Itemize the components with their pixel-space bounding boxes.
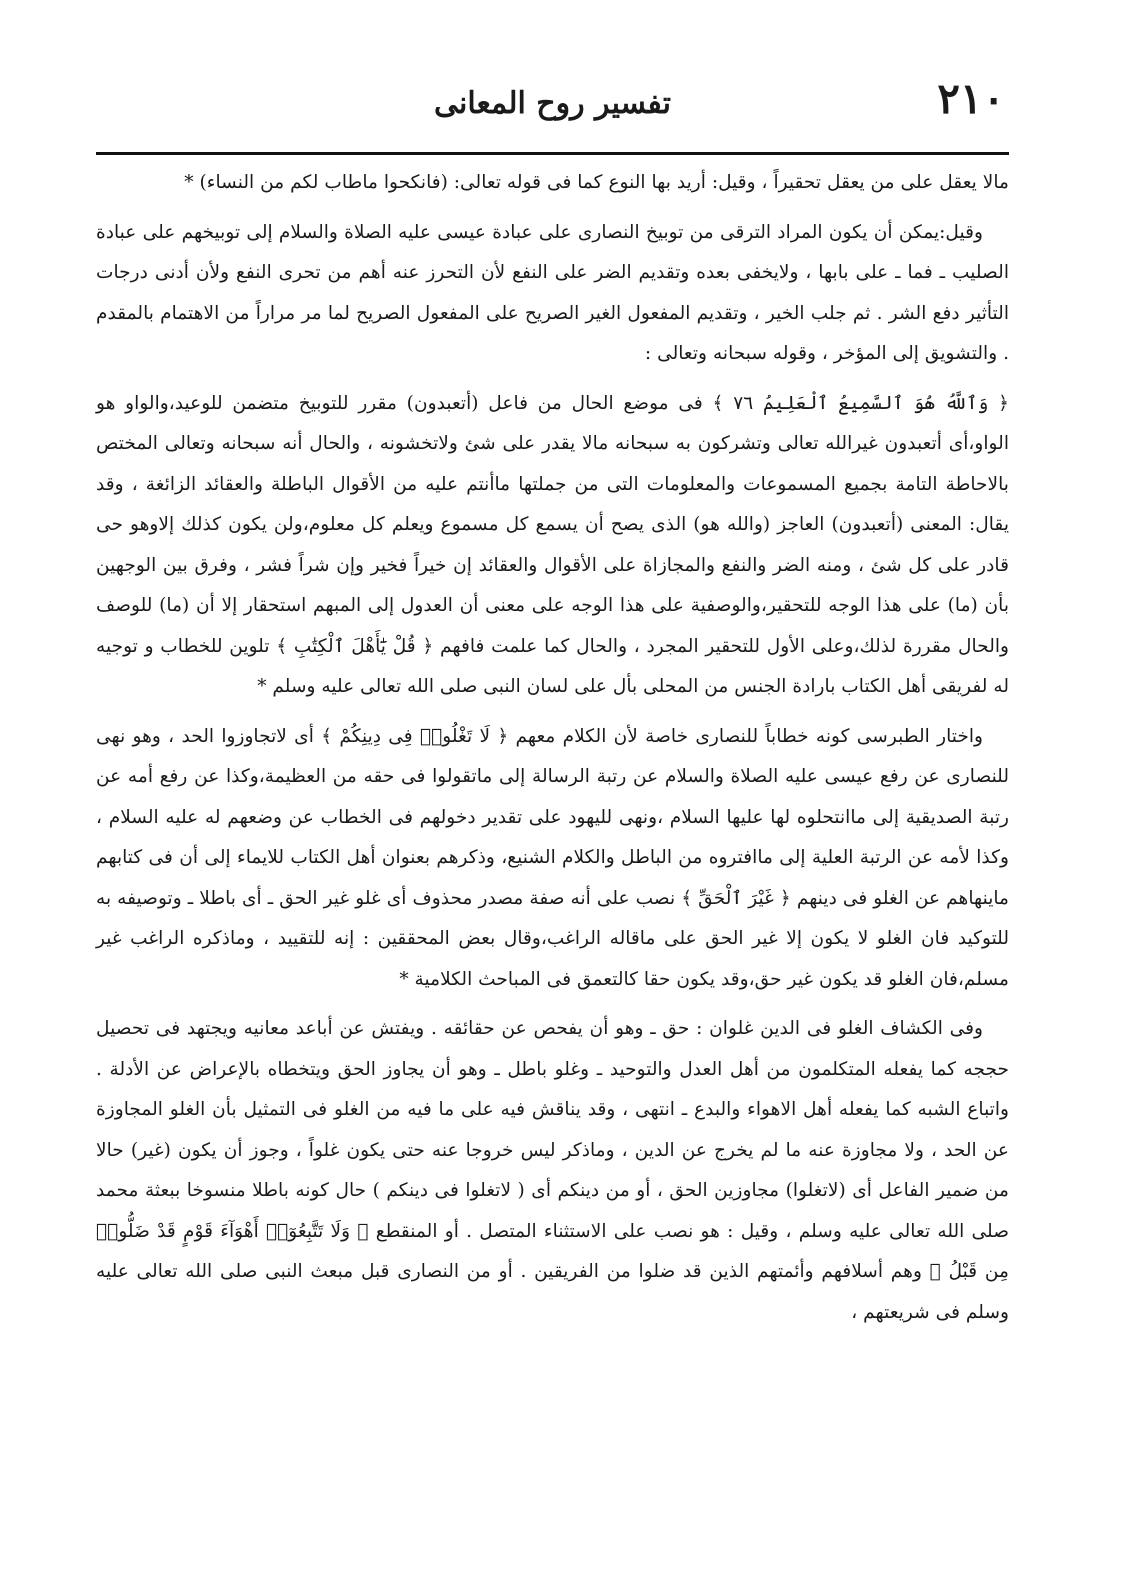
- running-title: تفسير روح المعانى: [434, 86, 671, 121]
- page-body: [96, 163, 1009, 1333]
- paragraph: ﴿ وَٱللَّهُ هُوَ ٱلسَّمِيعُ ٱلْعَلِيمُ ٧٦ ﴾ فى موضع الحال من فاعل (أتعبدون) مقرر للتوبيخ متضمن للوعيد،والواو هو الواو،أى أتعبدون غيرالله تعالى وتشركون به سبحانه مالا يقدر على شئ ولاتخشونه ، والحال أنه سبحانه وتعالى المختص بالاحاطة التامة بجميع المسموعات والمعلومات التى من جملتها ماأنتم عليه من الأقوال الباطلة والعقائد الزائغة ، وقد يقال: المعنى (أتعبدون) العاجز (والله هو) الذى يصح أن يسمع كل مسموع ويعلم كل معلوم،ولن يكون كذلك إلاوهو حى قادر على كل شئ ، ومنه الضر والنفع والمجازاة على الأقوال والعقائد إن خيراً فخير وإن شراً فشر ، وفرق بين الوجهين بأن (ما) على هذا الوجه للتحقير،والوصفية على هذا الوجه على معنى أن العدول إلى المبهم استحقار إلا أن (ما) للوصف والحال مقررة لذلك،وعلى الأول للتحقير المجرد ، والحال كما علمت فافهم ﴿ قُلْ يَٰٓأَهْلَ ٱلْكِتَٰبِ ﴾ تلوين للخطاب و توجيه له لفريقى أهل الكتاب بارادة الجنس من المحلى بأل على لسان النبى صلى الله تعالى عليه وسلم *: [96, 392, 1009, 697]
- page-number: ٢١٠: [937, 74, 1005, 123]
- paragraph: واختار الطبرسى كونه خطاباً للنصارى خاصة لأن الكلام معهم ﴿ لَا تَغْلُوا۟ فِى دِينِكُمْ ﴾ أى لاتجاوزوا الحد ، وهو نهى للنصارى عن رفع عيسى عليه الصلاة والسلام عن رتبة الرسالة إلى ماتقولوا فى حقه من العظيمة،وكذا عن رفع أمه عن رتبة الصديقية إلى ماانتحلوه لها عليها السلام ،ونهى لليهود على تقدير دخولهم فى الخطاب عن وضعهم له عليه السلام ، وكذا لأمه عن الرتبة العلية إلى ماافتروه من الباطل والكلام الشنيع، وذكرهم بعنوان أهل الكتاب للايماء إلى أن فى كتابهم ماينهاهم عن الغلو فى دينهم ﴿ غَيْرَ ٱلْحَقِّ ﴾ نصب على أنه صفة مصدر محذوف أى غلو غير الحق ـ أى باطلا ـ وتوصيفه به للتوكيد فان الغلو لا يكون إلا غير الحق على ماقاله الراغب،وقال بعض المحققين : إنه للتقييد ، وماذكره الراغب غير مسلم،فان الغلو قد يكون غير حق،وقد يكون حقا كالتعمق فى المباحث الكلامية *: [96, 725, 1009, 990]
- paragraph: مالا يعقل على من يعقل تحقيراً ، وقيل: أريد بها النوع كما فى قوله تعالى: (فانكحوا ماطاب لكم من النساء) *: [184, 172, 1009, 193]
- paragraph: وقيل:يمكن أن يكون المراد الترقى من توبيخ النصارى على عبادة عيسى عليه الصلاة والسلام إلى توبيخهم على عبادة الصليب ـ فما ـ على بابها ، ولايخفى بعده وتقديم الضر على النفع لأن التحرز عنه أهم من تحرى النفع ولأن أدنى درجات التأثير دفع الشر . ثم جلب الخير ، وتقديم المفعول الغير الصريح على المفعول الصريح لما مر مراراً من الاهتمام بالمقدم . والتشويق إلى المؤخر ، وقوله سبحانه وتعالى :: [96, 221, 1009, 364]
- paragraph: وفى الكشاف الغلو فى الدين غلوان : حق ـ وهو أن يفحص عن حقائقه . ويفتش عن أباعد معانيه ويجتهد فى تحصيل حججه كما يفعله المتكلمون من أهل العدل والتوحيد ـ وغلو باطل ـ وهو أن يجاوز الحق ويتخطاه بالإعراض عن الأدلة . واتباع الشبه كما يفعله أهل الاهواء والبدع ـ انتهى ، وقد يناقش فيه على ما فيه من الغلو فى التمثيل بأن الغلو المجاوزة عن الحد ، ولا مجاوزة عنه ما لم يخرج عن الدين ، وماذكر ليس خروجا عنه حتى يكون غلواً ، وجوز أن يكون (غير) حالا من ضمير الفاعل أى (لاتغلوا) مجاوزين الحق ، أو من دينكم أى ( لاتغلوا فى دينكم ) حال كونه باطلا منسوخا ببعثة محمد صلى الله تعالى عليه وسلم ، وقيل : هو نصب على الاستثناء المتصل . أو المنقطع ﴿ وَلَا تَتَّبِعُوٓا۟ أَهْوَآءَ قَوْمٍ قَدْ ضَلُّوا۟ مِن قَبْلُ ﴾ وهم أسلافهم وأئمتهم الذين قد ضلوا من الفريقين . أو من النصارى قبل مبعث النبى صلى الله تعالى عليه وسلم فى شريعتهم ،: [96, 1018, 1010, 1323]
- page-header: [96, 72, 1009, 155]
